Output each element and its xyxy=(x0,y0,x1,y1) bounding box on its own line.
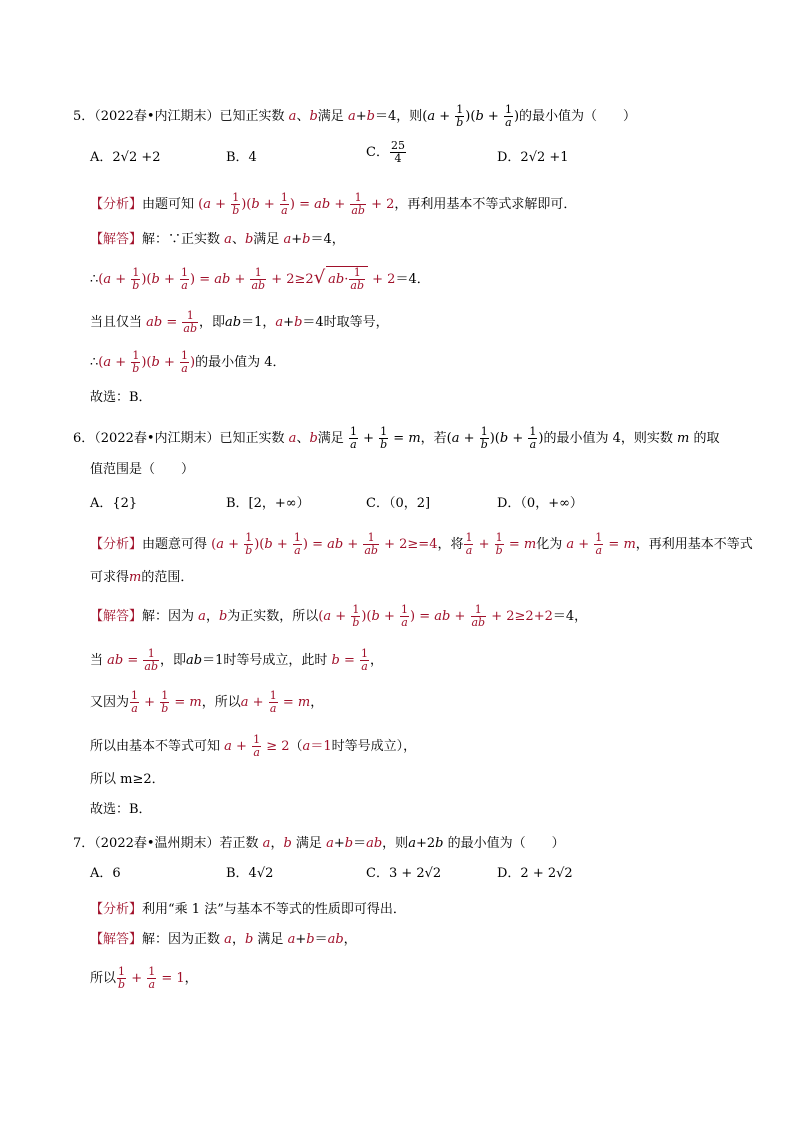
q6-choice: 故选：B． xyxy=(90,802,152,817)
q7-option-c[interactable]: C．3 + 2√2 xyxy=(366,866,442,881)
q5-option-c[interactable]: C． $\frac{25}{4}$ xyxy=(366,139,405,165)
q6-analysis-line2: 可求得m的范围． xyxy=(90,570,194,585)
q5-solution-1: 【解答】解：∵正实数 a、b满足 a+b＝4， xyxy=(90,232,345,247)
q7-option-d[interactable]: D．2 + 2√2 xyxy=(497,866,573,881)
q6-stem: 6．（2022春•内江期末）已知正实数 a、b满足 $\frac{1}{a}$ + $\frac{1}{b}$ = m，若(a + $\frac{1}{b}$ )(b + $\frac{1}{a}$ )的最小值为 4，则实数 m 的取 xyxy=(73,425,720,451)
q6-analysis: 【分析】由题意可得 (a + $\frac{1}{b}$ )(b + $\frac{1}{a}$ ) = ab + $\frac{1}{ab}$ + 2≥=4，将 $\frac{1}{a}$ + $\frac{1}{b}$ = m化为 a + $\frac{1}{a}$ = m，再利用基本不等式 xyxy=(90,531,753,557)
q6-solution-2: 当 ab = $\frac{1}{ab}$ ，即ab＝1时等号成立，此时 b = $\frac{1}{a}$ ， xyxy=(90,647,384,673)
q6-solution-1: 【解答】解：因为 a，b为正实数，所以(a + $\frac{1}{b}$ )(b + $\frac{1}{a}$ ) = ab + $\frac{1}{ab}$ + 2≥2+2＝4， xyxy=(90,603,588,629)
q6-solution-4: 所以由基本不等式可知 a + $\frac{1}{a}$ ≥ 2（a＝1时等号成立）， xyxy=(90,733,417,759)
q7-option-a[interactable]: A．6 xyxy=(90,866,121,881)
q6-solution-3: 又因为 $\frac{1}{a}$ + $\frac{1}{b}$ = m，所以a + $\frac{1}{a}$ = m， xyxy=(90,689,324,715)
q5-solution-4: ∴(a + $\frac{1}{b}$ )(b + $\frac{1}{a}$ )的最小值为 4． xyxy=(90,349,286,375)
q5-choice: 故选：B． xyxy=(90,390,152,405)
q7-solution-1: 【解答】解：因为正数 a，b 满足 a+b＝ab， xyxy=(90,932,357,947)
q5-stem: 5．（2022春•内江期末）已知正实数 a、b满足 a+b＝4，则(a + $\frac{1}{b}$ )(b + $\frac{1}{a}$ )的最小值为（ ） xyxy=(73,103,637,129)
q6-stem-line2: 值范围是（ ） xyxy=(90,462,195,477)
q7-stem: 7．（2022春•温州期末）若正数 a，b 满足 a+b＝ab，则a+2b 的最小值为（ ） xyxy=(73,836,565,851)
q6-option-d[interactable]: D．（0，+∞） xyxy=(497,496,583,511)
q5-option-a[interactable]: A．2√2 +2 xyxy=(90,150,161,165)
q7-solution-2: 所以 $\frac{1}{b}$ + $\frac{1}{a}$ = 1， xyxy=(90,965,198,991)
q5-solution-3: 当且仅当 ab = $\frac{1}{ab}$ ，即ab＝1，a+b＝4时取等号， xyxy=(90,309,389,335)
q5-option-b[interactable]: B．4 xyxy=(226,150,257,165)
q5-analysis: 【分析】由题可知 (a + $\frac{1}{b}$ )(b + $\frac{1}{a}$ ) = ab + $\frac{1}{ab}$ + 2，再利用基本不等式求解即可． xyxy=(90,191,577,217)
q7-option-b[interactable]: B．4√2 xyxy=(226,866,274,881)
q7-analysis: 【分析】利用“乘 1 法”与基本不等式的性质即可得出． xyxy=(90,902,406,917)
q6-option-c[interactable]: C．（0，2] xyxy=(366,496,431,511)
q6-option-b[interactable]: B．[2，+∞） xyxy=(226,496,310,511)
q6-option-a[interactable]: A．{2} xyxy=(90,496,138,511)
q6-solution-5: 所以 m≥2． xyxy=(90,772,165,787)
q5-option-d[interactable]: D．2√2 +1 xyxy=(497,150,569,165)
q5-solution-2: ∴(a + $\frac{1}{b}$ )(b + $\frac{1}{a}$ ) = ab + $\frac{1}{ab}$ + 2≥2√ ab· $\frac{1}{ab}$ + 2＝4． xyxy=(90,266,430,292)
